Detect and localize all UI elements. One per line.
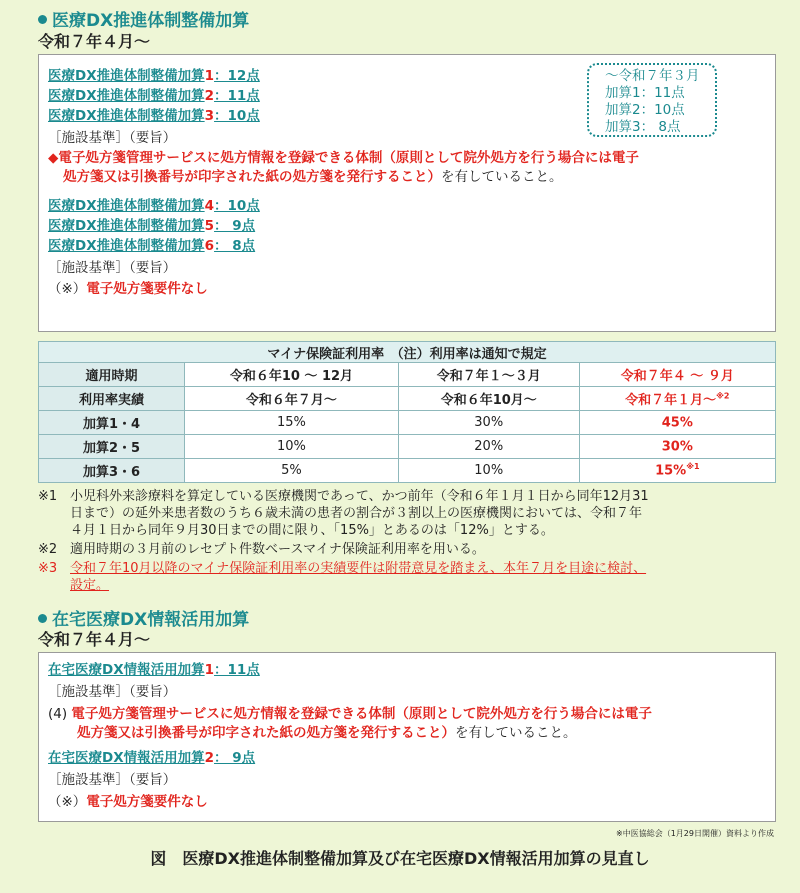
home-requirement-line-2: 処方箋又は引換番号が印字された紙の処方箋を発行すること）を有していること。 [77,725,577,741]
row-header-actual: 利用率実績 [39,387,185,411]
period-3: 令和７年４ 〜 ９月 [579,363,775,387]
facility-criteria-label-3: ［施設基準］（要旨） [48,684,177,700]
addon-line-4: 医療DX推進体制整備加算4：10点 [48,198,260,214]
period-1: 令和６年10 〜 12月 [185,363,399,387]
section2-date: 令和７年４月〜 [38,630,151,649]
figure-caption: 図 医療DX推進体制整備加算及び在宅医療DX情報活用加算の見直し [150,849,650,868]
note-2: ※2 適用時期の３月前のレセプト件数ベースマイナ保険証利用率を用いる。 [38,542,485,557]
addon-line-3: 医療DX推進体制整備加算3：10点 [48,108,260,124]
table-row: 加算2・5 10% 20% 30% [39,435,776,459]
note-1-line-2: 日まで）の延外来患者数のうち６歳未満の患者の割合が３割以上の医療機関においては、令和７年 [70,506,643,521]
bullet-icon [38,614,47,623]
table-row: 加算3・6 5% 10% 15%$^{※1}$ [39,459,776,483]
addon-line-1: 医療DX推進体制整備加算1：12点 [48,68,260,84]
note-3-line-2: 設定。 [70,578,110,593]
addon-line-5: 医療DX推進体制整備加算5： 9点 [48,218,256,234]
actual-1: 令和６年７月〜 [185,387,399,411]
source-note: ※中医協総会（1月29日開催）資料より作成 [616,829,774,838]
section1-box [38,54,776,332]
addon-line-6: 医療DX推進体制整備加算6： 8点 [48,238,256,254]
home-no-eprescription-note: （※）電子処方箋要件なし [48,794,208,810]
row-header-period: 適用時期 [39,363,185,387]
note-1-line-3: ４月１日から同年９月30日までの間に限り、「15%」とあるのは「12%」とする。 [70,523,554,538]
period-2: 令和７年１〜３月 [398,363,579,387]
home-requirement-line-1: (4) 電子処方箋管理サービスに処方情報を登録できる体制（原則として院外処方を行う場合には電子 [48,706,652,722]
facility-criteria-label: ［施設基準］（要旨） [48,130,177,146]
bullet-icon [38,15,47,24]
actual-2: 令和６年10月〜 [398,387,579,411]
previous-points-box: 〜令和７年３月 加算1：11点 加算2：10点 加算3： 8点 [587,63,717,137]
note-1: ※1 小児科外来診療料を算定している医療機関であって、かつ前年（令和６年１月１日から同年12月31 [38,489,649,504]
table-row: 加算1・4 15% 30% 45% [39,411,776,435]
facility-criteria-label-4: ［施設基準］（要旨） [48,772,177,788]
addon-line-2: 医療DX推進体制整備加算2：11点 [48,88,260,104]
mynacard-usage-table [38,341,776,483]
facility-criteria-label-2: ［施設基準］（要旨） [48,260,177,276]
section2-box [38,652,776,822]
home-addon-line-1: 在宅医療DX情報活用加算1：11点 [48,662,260,678]
section1-title: 医療DX推進体制整備加算 [38,6,249,31]
note-3: ※3 令和７年10月以降のマイナ保険証利用率の実績要件は附帯意見を踏まえ、本年７月を目途に検討、 [38,561,647,576]
section1-date: 令和７年４月〜 [38,32,151,51]
no-eprescription-note: （※）電子処方箋要件なし [48,281,208,297]
requirement-line-1: ◆電子処方箋管理サービスに処方情報を登録できる体制（原則として院外処方を行う場合には電子 [48,150,639,166]
home-addon-line-2: 在宅医療DX情報活用加算2： 9点 [48,750,256,766]
table-title: マイナ保険証利用率 （注）利用率は通知で規定 [39,342,776,363]
actual-3: 令和７年１月〜$^{※2}$ [579,387,775,411]
requirement-line-2: 処方箋又は引換番号が印字された紙の処方箋を発行すること）を有していること。 [63,169,563,185]
section2-title: 在宅医療DX情報活用加算 [38,605,249,630]
